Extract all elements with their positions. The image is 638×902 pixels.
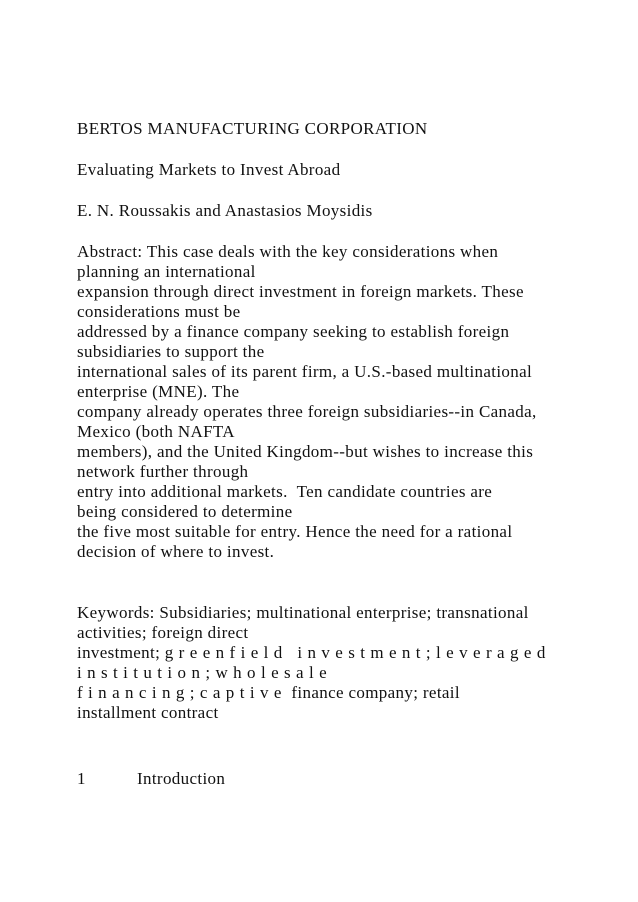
keywords-text: finance company; retail xyxy=(286,683,460,702)
abstract-line: members), and the United Kingdom--but wishes to increase this xyxy=(77,442,534,461)
abstract-line: considerations must be xyxy=(77,302,241,321)
abstract-line: enterprise (MNE). The xyxy=(77,382,240,401)
document-subtitle: Evaluating Markets to Invest Abroad xyxy=(77,160,341,179)
abstract-line: entry into additional markets. Ten candidate countries are xyxy=(77,482,493,501)
abstract-line: planning an international xyxy=(77,262,256,281)
abstract-line: expansion through direct investment in foreign markets. These xyxy=(77,282,524,301)
keywords-line: installment contract xyxy=(77,703,219,722)
abstract-line: the five most suitable for entry. Hence the need for a rational xyxy=(77,522,513,541)
abstract-line: international sales of its parent firm, a U.S.-based multinational xyxy=(77,362,533,381)
abstract-line: subsidiaries to support the xyxy=(77,342,265,361)
document-title: BERTOS MANUFACTURING CORPORATION xyxy=(77,119,428,138)
abstract-line: decision of where to invest. xyxy=(77,542,275,561)
abstract-line: addressed by a finance company seeking to establish foreign xyxy=(77,322,510,341)
section-number: 1 xyxy=(77,769,86,788)
keywords-line: activities; foreign direct xyxy=(77,623,249,642)
abstract-line: Mexico (both NAFTA xyxy=(77,422,235,441)
abstract-line: Abstract: This case deals with the key considerations when xyxy=(77,242,499,261)
keywords-spaced-line: institution;wholesale xyxy=(77,663,333,682)
abstract-line: being considered to determine xyxy=(77,502,293,521)
abstract-line: network further through xyxy=(77,462,249,481)
keywords-line xyxy=(77,683,460,703)
keywords-text: investment; xyxy=(77,643,165,662)
document-authors: E. N. Roussakis and Anastasios Moysidis xyxy=(77,201,373,220)
keywords-spaced-text: greenfield investment;leveraged xyxy=(164,643,551,662)
keywords-line: Keywords: Subsidiaries; multinational enterprise; transnational xyxy=(77,603,529,622)
section-title: Introduction xyxy=(137,769,226,788)
abstract-line: company already operates three foreign subsidiaries--in Canada, xyxy=(77,402,537,421)
keywords-spaced-text: financing;captive xyxy=(77,683,287,702)
keywords-line xyxy=(77,643,551,663)
